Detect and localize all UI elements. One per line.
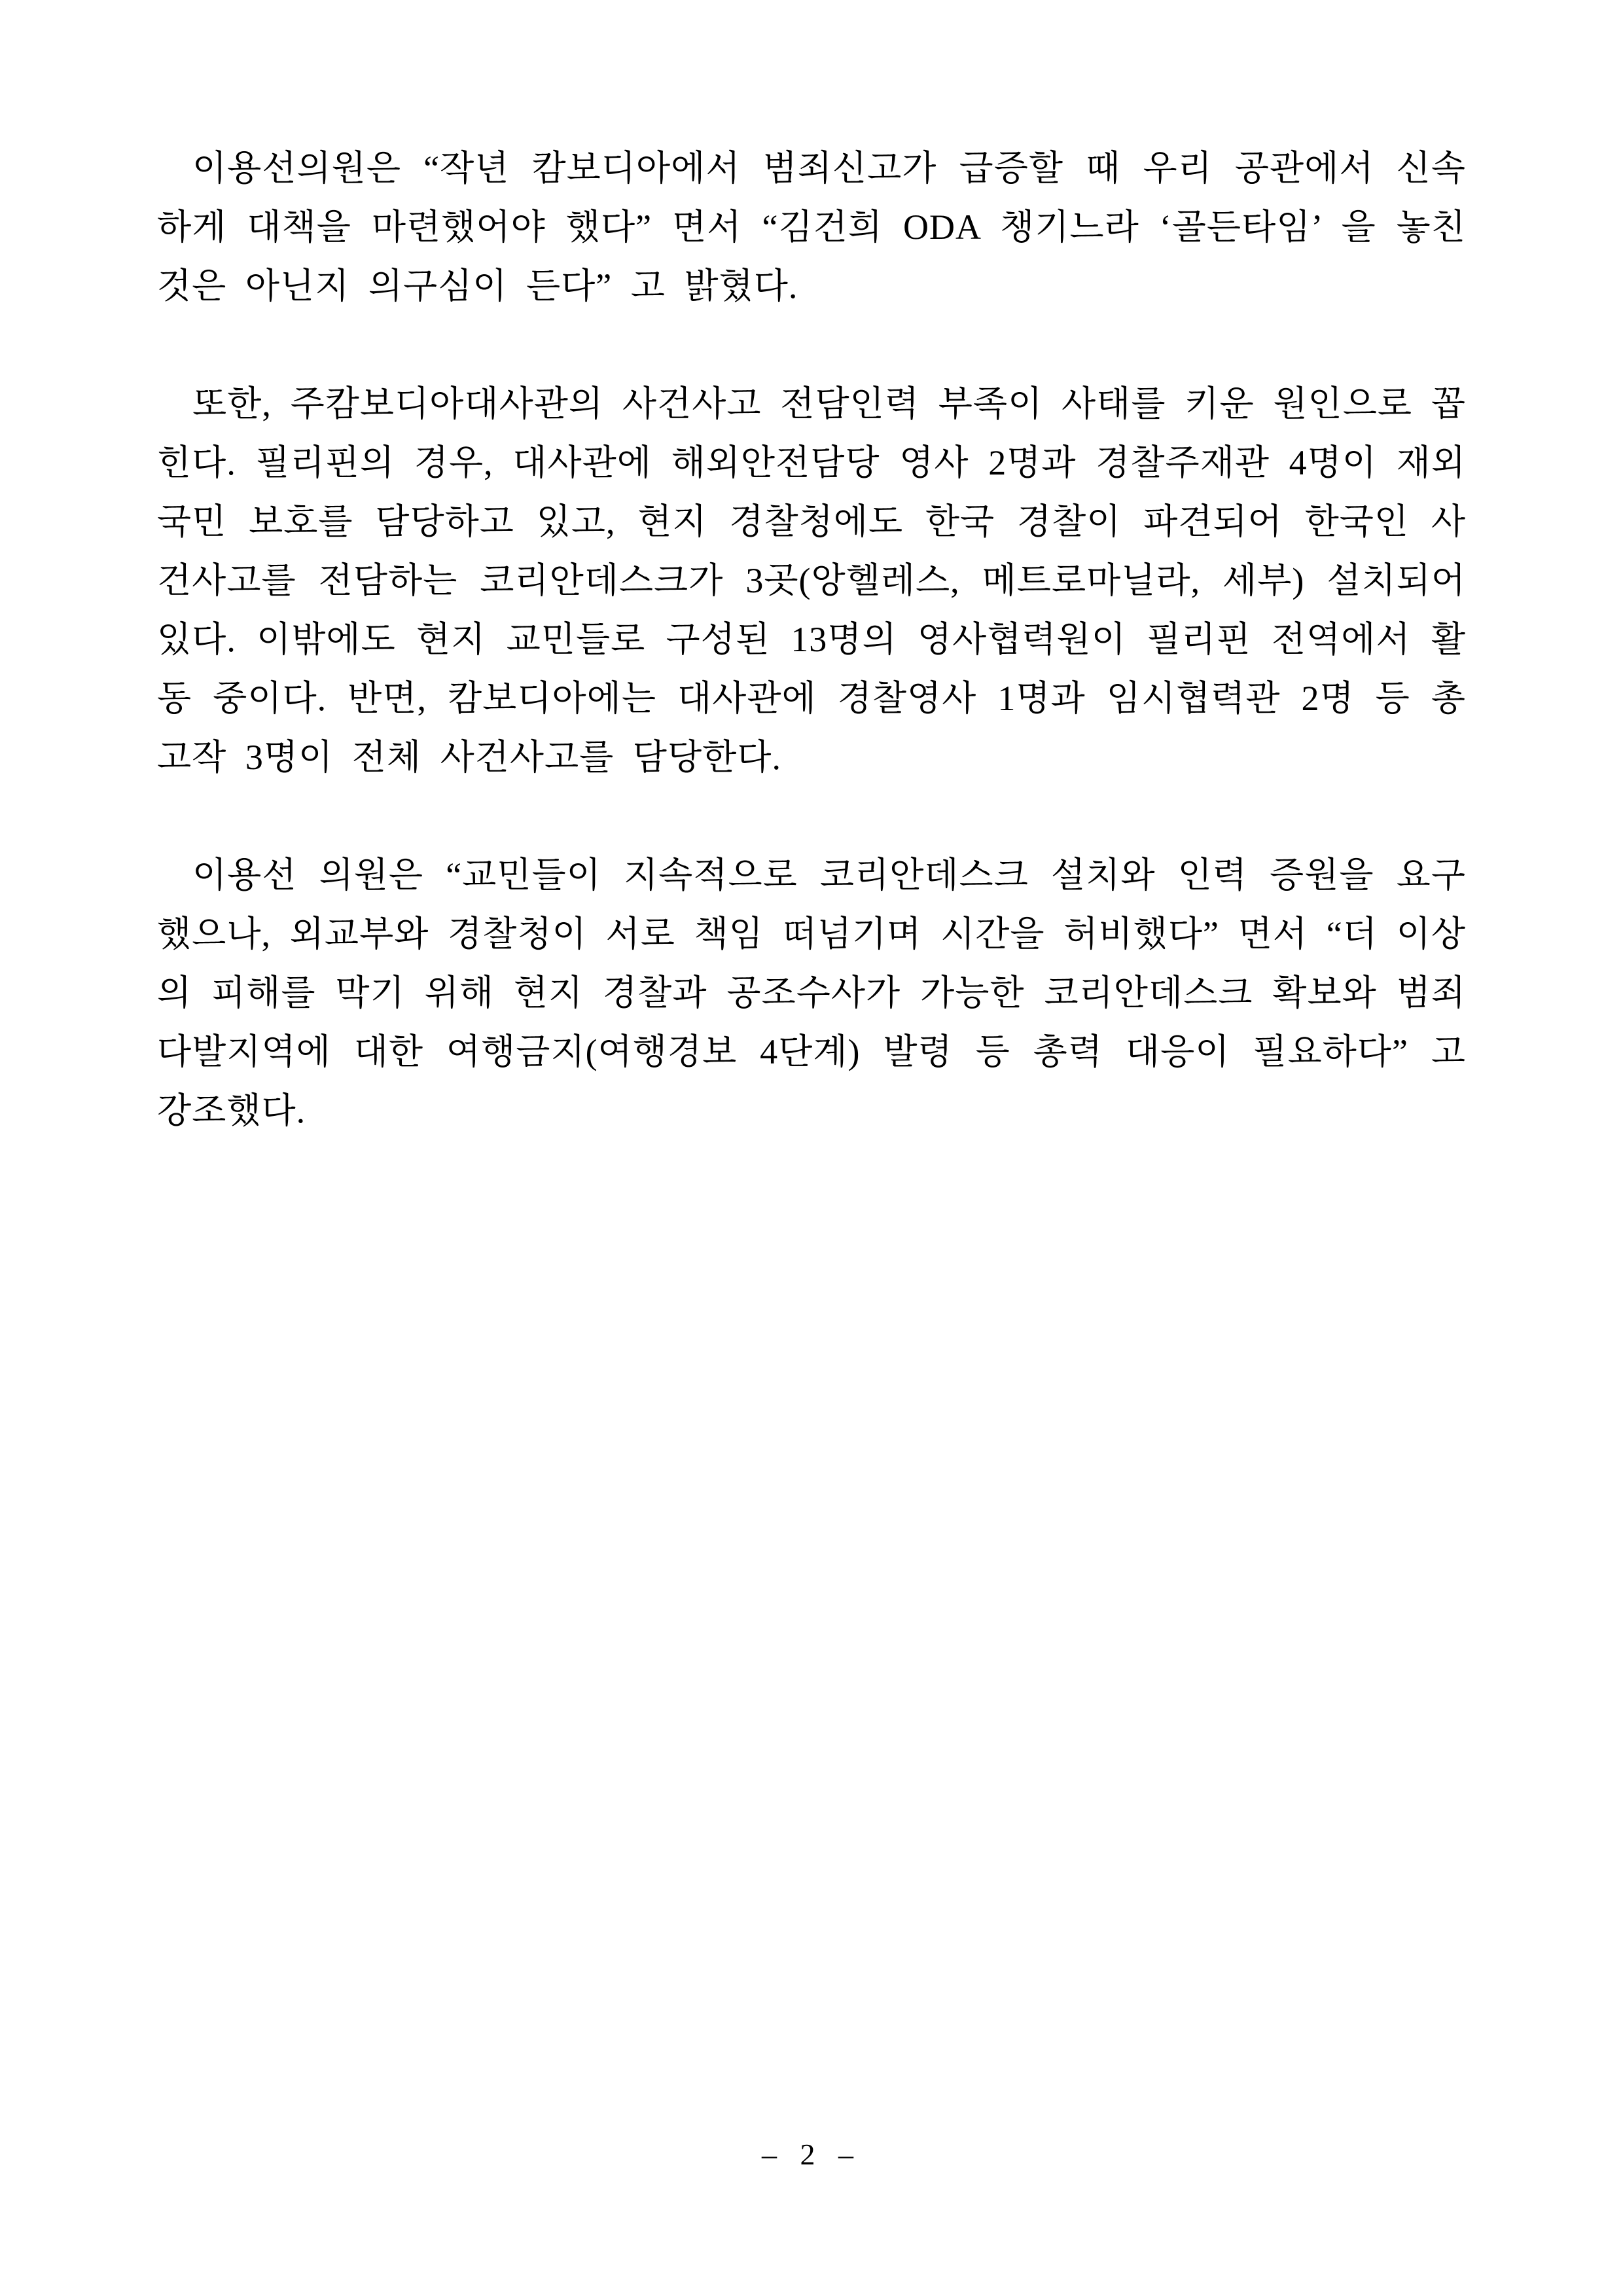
- page-footer: [0, 2135, 1623, 2174]
- document-body: [157, 139, 1466, 1140]
- paragraph-statement-golden-time: 이용선의원은 “작년 캄보디아에서 범죄신고가 급증할 때 우리 공관에서 신속하게 대책을 마련했어야 했다” 면서 “김건희 ODA 챙기느라 ‘골든타임’ 을 놓친 것은 아닌지 의구심이 든다” 고 밝혔다.: [157, 149, 1466, 306]
- paragraph-statement-response-demand: 이용선 의원은 “교민들이 지속적으로 코리안데스크 설치와 인력 증원을 요구했으나, 외교부와 경찰청이 서로 책임 떠넘기며 시간을 허비했다” 면서 “더 이상의 피해를 막기 위해 현지 경찰과 공조수사가 가능한 코리안데스크 확보와 범죄 다발지역에 대한 여행금지(여행경보 4단계) 발령 등 총력 대응이 필요하다” 고 강조했다.: [157, 855, 1466, 1130]
- page-number: – 2 –: [762, 2138, 861, 2171]
- paragraph-staff-shortage-comparison: 또한, 주캄보디아대사관의 사건사고 전담인력 부족이 사태를 키운 원인으로 꼽힌다. 필리핀의 경우, 대사관에 해외안전담당 영사 2명과 경찰주재관 4명이 재외국민 보호를 담당하고 있고, 현지 경찰청에도 한국 경찰이 파견되어 한국인 사건사고를 전담하는 코리안데스크가 3곳(앙헬레스, 메트로마닐라, 세부) 설치되어 있다. 이밖에도 현지 교민들로 구성된 13명의 영사협력원이 필리핀 전역에서 활동 중이다. 반면, 캄보디아에는 대사관에 경찰영사 1명과 임시협력관 2명 등 총 고작 3명이 전체 사건사고를 담당한다.: [157, 384, 1466, 777]
